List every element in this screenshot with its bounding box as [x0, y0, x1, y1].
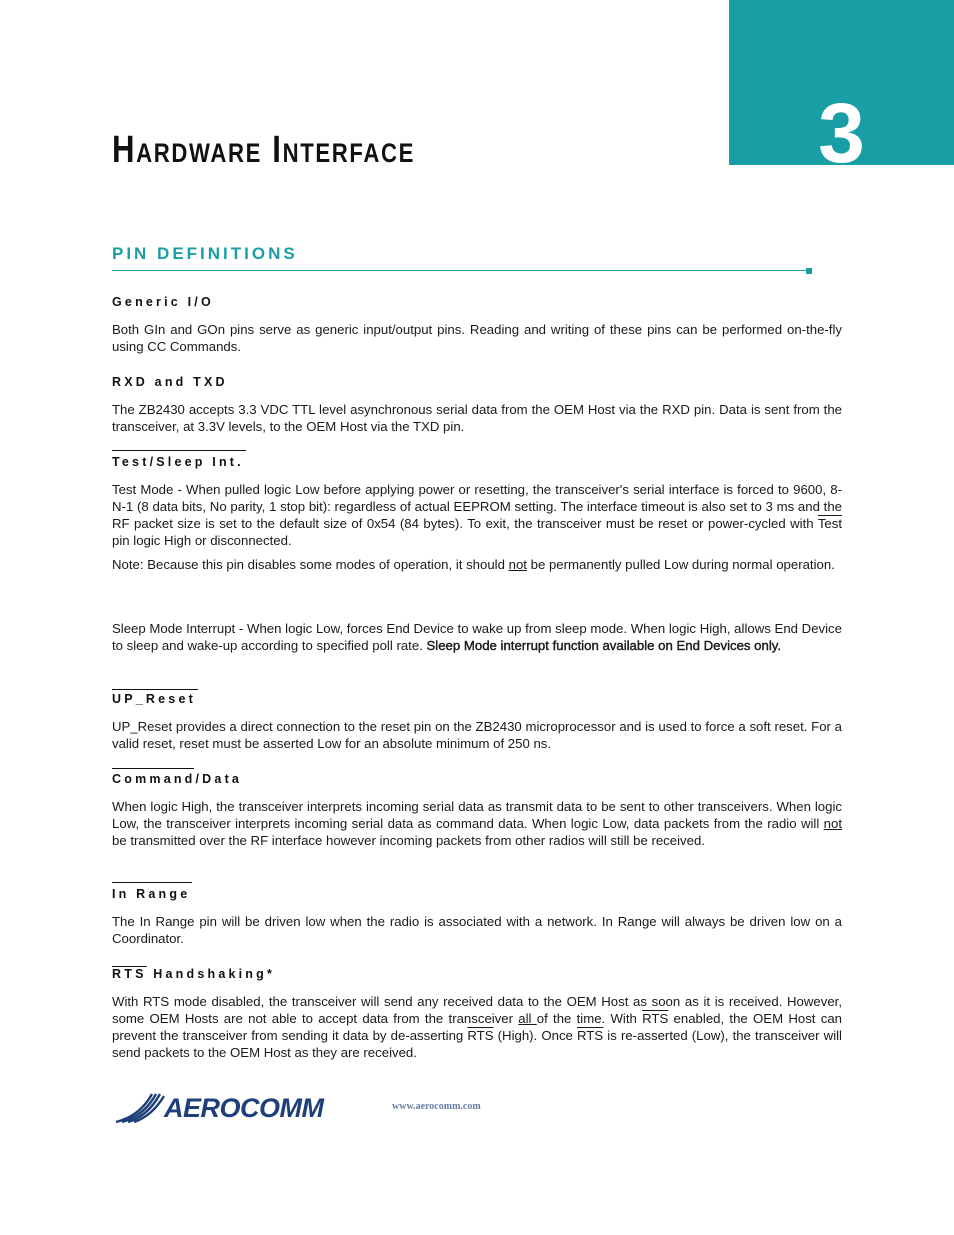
in-range-heading: In Range	[112, 887, 191, 901]
chapter-title: Hardware Interface	[112, 129, 416, 171]
rxd-txd-heading: RXD and TXD	[112, 375, 228, 389]
generic-io-text: Both GIn and GOn pins serve as generic input/output pins. Reading and writing of these pins can be performed on-the-fly using CC Commands.	[112, 322, 842, 354]
test-sleep-overline	[112, 450, 246, 451]
logo-text: AEROCOMM	[164, 1093, 324, 1123]
test-sleep-heading: Test/Sleep Int.	[112, 455, 244, 469]
command-data-heading: Command/Data	[112, 772, 243, 786]
in-range-text: The In Range pin will be driven low when the radio is associated with a network. In Range will always be driven low on a Coordinator.	[112, 914, 842, 946]
section-rule-end-marker	[806, 268, 812, 274]
command-data-text: When logic High, the transceiver interprets incoming serial data as transmit data to be sent to other transceivers. When logic Low, the transceiver interprets incoming serial data as command data. When logic Low, data packets from the radio will not be transmitted over the RF interface however incoming packets from other radios will still be received.	[112, 799, 842, 848]
up-reset-text: UP_Reset provides a direct connection to the reset pin on the ZB2430 microprocessor and is used to force a soft reset. For a valid reset, reset must be asserted Low for an absolute minimum of 250 ns.	[112, 719, 842, 751]
rxd-txd-text: The ZB2430 accepts 3.3 VDC TTL level asynchronous serial data from the OEM Host via the RXD pin. Data is sent from the transceiver, at 3.3V levels, to the OEM Host via the TXD pin.	[112, 402, 842, 434]
in-range-overline	[112, 882, 192, 883]
footer-url[interactable]: www.aerocomm.com	[392, 1101, 481, 1112]
generic-io-heading: Generic I/O	[112, 295, 214, 309]
sleep-mode-text: Sleep Mode Interrupt - When logic Low, forces End Device to wake up from sleep mode. When logic High, allows End Device to sleep and wake-up according to specified poll rate. Sleep Mode interrupt function available on End Devices only.	[112, 621, 842, 653]
chapter-number: 3	[818, 86, 865, 180]
command-data-overline	[112, 768, 194, 769]
section-title: PIN DEFINITIONS	[112, 244, 298, 263]
up-reset-overline	[112, 689, 198, 690]
test-mode-note: Note: Because this pin disables some modes of operation, it should not be permanently pulled Low during normal operation.	[112, 557, 835, 572]
rts-heading: $\overline{RTS}$ Handshaking*	[112, 967, 276, 981]
test-mode-text: Test Mode - When pulled logic Low before applying power or resetting, the transceiver's serial interface is forced to 9600, 8-N-1 (8 data bits, No parity, 1 stop bit): regardless of actual EEPROM setting. The interface timeout is also set to 3 ms and the RF packet size is set to the default size of 0x54 (84 bytes). To exit, the transceiver must be reset or power-cycled with Test pin logic High or disconnected.	[112, 482, 842, 548]
section-rule	[112, 270, 808, 271]
aerocomm-logo	[112, 1086, 384, 1126]
rts-text: With RTS mode disabled, the transceiver will send any received data to the OEM Host as soon as it is received. However, some OEM Hosts are not able to accept data from the transceiver all of the time. With $\overline{RTS}$ enabled, the OEM Host can prevent the transceiver from sending it data by de-asserting $\overline{RTS}$ (High). Once $\overline{RTS}$ is re-asserted (Low), the transceiver will send packets to the OEM Host as they are received.	[112, 994, 842, 1060]
up-reset-heading: UP_Reset	[112, 692, 196, 706]
